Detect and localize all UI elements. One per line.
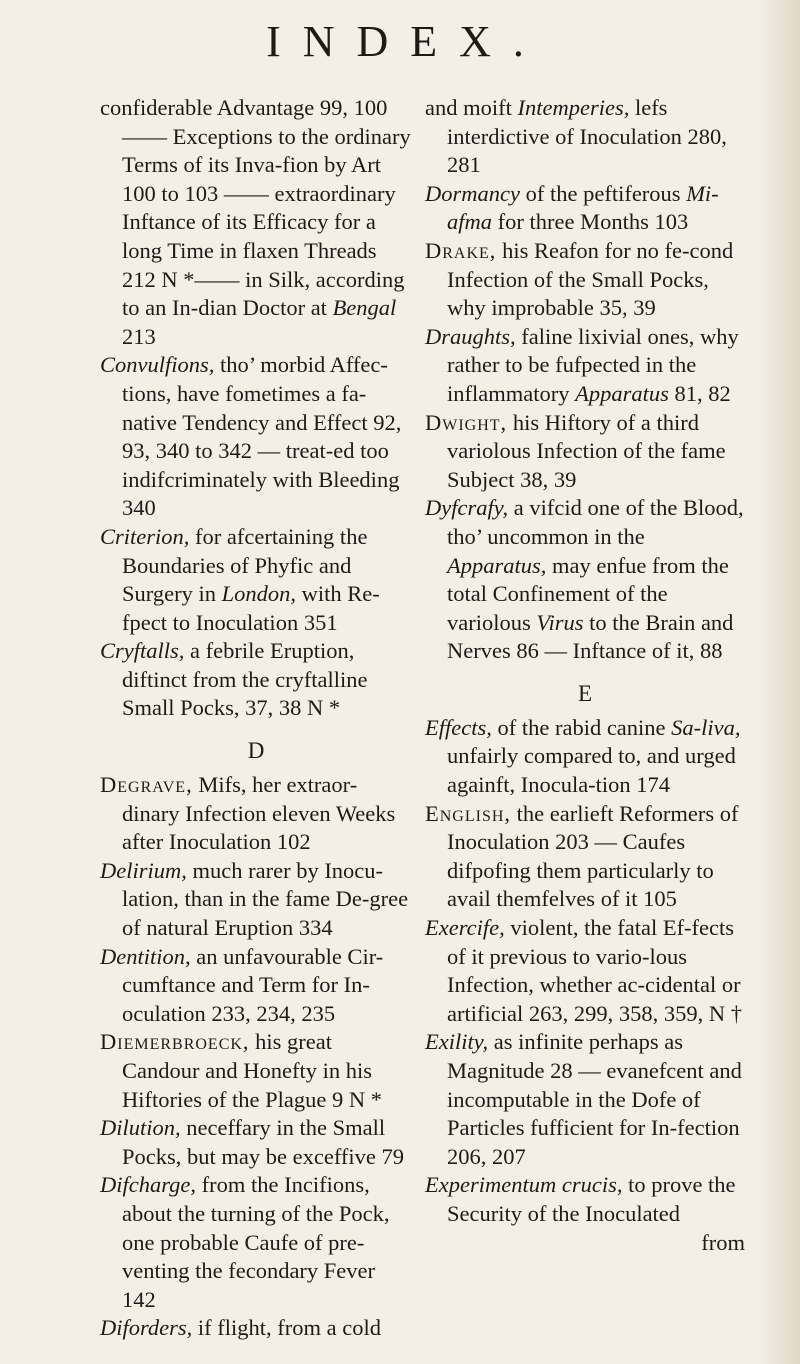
index-entry: Dyfcrafy, a vifcid one of the Blood, tho’ uncommon in the Apparatus, may enfue from the total Confinement of the variolous Virus to the Brain and Nerves 86 — Inftance of it, 88 [425,495,744,664]
catchword: from [701,1229,745,1255]
index-entry: Delirium, much rarer by Inocu-lation, than in the fame De-gree of natural Eruption 334 [100,857,409,941]
index-entry: Experimentum crucis, to prove the Security of the Inoculated [425,1172,736,1226]
index-entry: Dentition, an unfavourable Cir-cumftance and Term for In-oculation 233, 234, 235 [100,943,384,1026]
index-entry: Draughts, faline lixivial ones, why rather to be fufpected in the inflammatory Apparatus 81, 82 [425,323,739,406]
index-entry: Degrave, Mifs, her extraor-dinary Infection eleven Weeks after Inoculation 102 [100,772,396,855]
section-letter-e: E [577,680,593,706]
index-entry: confiderable Advantage 99, 100 —— Exceptions to the ordinary Terms of its Inva-fion by Art 100 to 103 —— extraordinary Inftance of its Efficacy for a long Time in flaxen Threads 212 N *—— in Silk, according to an In-dian Doctor at Bengal 213 [100,95,411,349]
index-entry: Criterion, for afcertaining the Boundaries of Phyfic and Surgery in London, with Re-fpect to Inoculation 351 [100,523,380,635]
index-entry: and moift Intemperies, lefs interdictive of Inoculation 280, 281 [425,95,727,178]
index-entry: Effects, of the rabid canine Sa-liva, unfairly compared to, and urged againft, Inocula-tion 174 [425,714,741,798]
index-entry: Drake, his Reafon for no fe-cond Infection of the Small Pocks, why improbable 35, 39 [425,237,734,321]
index-entry: Convulfions, tho’ morbid Affec-tions, have fometimes a fa-native Tendency and Effect 92, 93, 340 to 342 — treat-ed too indifcriminately with Bleeding 340 [100,352,402,521]
index-entry: Exercife, violent, the fatal Ef-fects of it previous to vario-lous Infection, whether ac-cidental or artificial 263, 299, 358, 359, N † [425,915,742,1026]
page-header: INDEX. [266,17,546,66]
right-column [425,94,745,1257]
section-letter-d: D [247,738,265,764]
index-entry: Dilution, neceffary in the Small Pocks, but may be exceffive 79 [100,1115,405,1169]
index-entry: English, the earlieft Reformers of Inoculation 203 — Caufes difpofing them particularly to avail themfelves of it 105 [425,800,739,912]
page-edge-shadow [760,0,800,1364]
index-entry: Dormancy of the peftiferous Mi-afma for three Months 103 [425,180,719,235]
index-entry: Exility, as infinite perhaps as Magnitude 28 — evanefcent and incomputable in the Dofe of Particles fufficient for In-fection 206, 207 [425,1029,742,1169]
index-entry: Difcharge, from the Incifions, about the turning of the Pock, one probable Caufe of pre-venting the fecondary Fever 142 [100,1172,390,1312]
index-entry: Diforders, if flight, from a cold [100,1315,381,1341]
index-entry: Dwight, his Hiftory of a third variolous Infection of the fame Subject 38, 39 [425,409,726,492]
index-entry: Diemerbroeck, his great Candour and Honefty in his Hiftories of the Plague 9 N * [100,1029,382,1112]
left-column [100,94,412,1343]
index-entry: Cryftalls, a febrile Eruption, diftinct from the cryftalline Small Pocks, 37, 38 N * [100,638,368,721]
